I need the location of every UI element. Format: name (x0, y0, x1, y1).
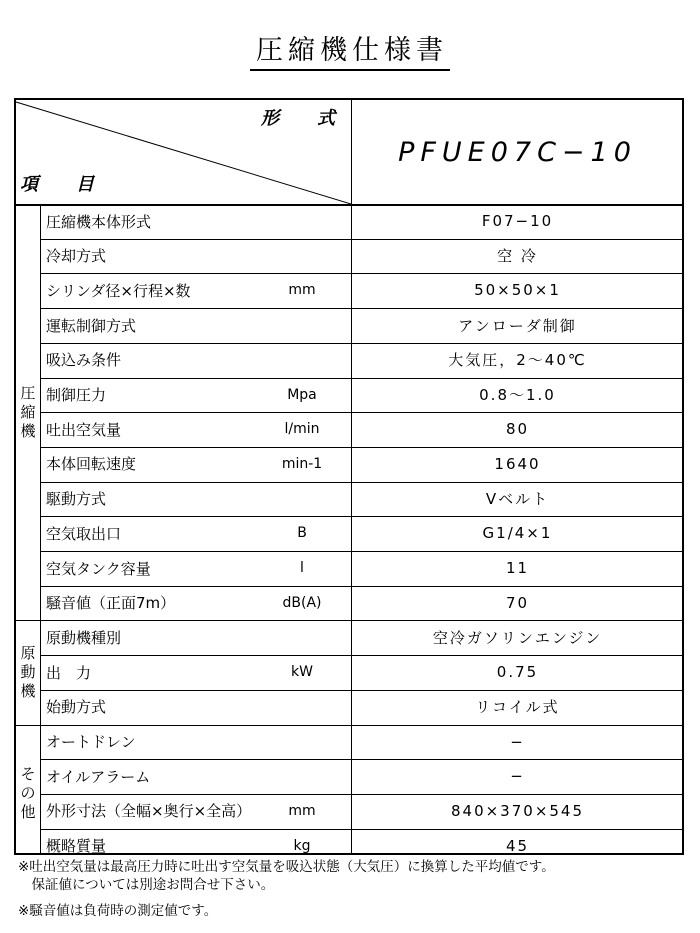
spec-unit (250, 343, 354, 377)
spec-value: 0.75 (496, 663, 539, 682)
footnote: ※騒音値は負荷時の測定値です。 (18, 903, 218, 919)
spec-value: F07−10 (481, 212, 554, 230)
spec-name: 外形寸法（全幅×奥行×全高） (46, 802, 252, 821)
section-label: 圧 縮 機 (20, 383, 36, 440)
spec-unit (250, 759, 354, 793)
form-label: 形 式 (261, 108, 345, 129)
spec-unit (250, 690, 354, 724)
spec-name: 空気取出口 (46, 524, 122, 543)
spec-name: 概略質量 (46, 837, 107, 856)
spec-value: 0.8～1.0 (479, 386, 556, 404)
spec-unit: l (300, 560, 304, 576)
model-number: PFUE07C−10 (398, 136, 637, 168)
header-corner-cell (14, 100, 351, 204)
spec-name: 圧縮機本体形式 (46, 212, 152, 231)
footnote: 保証値については別途お問合せ下さい。 (18, 877, 275, 893)
spec-unit: min-1 (281, 455, 323, 472)
spec-value: 11 (505, 559, 530, 577)
spec-unit: l/min (284, 421, 320, 438)
spec-unit: kg (293, 837, 311, 854)
spec-name: 空気タンク容量 (46, 559, 151, 578)
spec-value: 空 冷 (497, 247, 538, 266)
spec-name: 騒音値（正面7m） (46, 594, 176, 613)
spec-unit (250, 239, 354, 273)
section-label: 原 動 機 (20, 643, 36, 700)
column-rule (40, 204, 41, 855)
spec-name: 始動方式 (46, 698, 107, 717)
spec-value: 70 (505, 593, 530, 612)
spec-name: 吸込み条件 (46, 351, 122, 370)
spec-name: 運転制御方式 (46, 316, 137, 335)
spec-name: シリンダ径×行程×数 (46, 281, 191, 300)
spec-value: 840×370×545 (450, 801, 585, 820)
spec-unit: dB(A) (282, 594, 322, 611)
spec-unit: mm (288, 282, 316, 299)
spec-name: 出 力 (46, 663, 92, 682)
spec-unit: kW (291, 664, 313, 681)
spec-value: 45 (505, 836, 530, 855)
spec-name: 原動機種別 (46, 628, 122, 647)
spec-value: 80 (505, 420, 530, 439)
spec-unit: B (297, 525, 307, 542)
spec-name: 吐出空気量 (46, 420, 122, 439)
spec-value: 1640 (494, 454, 541, 473)
spec-name: 本体回転速度 (46, 455, 137, 474)
spec-value: 空冷ガソリンエンジン (432, 628, 603, 647)
spec-unit (250, 725, 354, 759)
spec-unit: Mpa (287, 386, 317, 403)
spec-unit (250, 482, 354, 516)
spec-unit (250, 308, 354, 342)
section-label: そ の 他 (20, 765, 36, 822)
spec-value: − (510, 732, 525, 751)
spec-value: Vベルト (485, 490, 550, 509)
spec-value: G1/4×1 (482, 524, 553, 543)
spec-name: 制御圧力 (46, 386, 107, 404)
spec-value: − (510, 767, 525, 786)
spec-unit (250, 620, 354, 654)
spec-name: 駆動方式 (46, 490, 107, 509)
spec-unit: mm (288, 802, 316, 819)
spec-name: オイルアラーム (46, 767, 151, 786)
footnote: ※吐出空気量は最高圧力時に吐出す空気量を吸込状態（大気圧）に換算した平均値です。 (18, 859, 555, 875)
document-title: 圧縮機仕様書 (0, 28, 700, 67)
footnotes (18, 858, 555, 920)
spec-value: 大気圧，2～40℃ (448, 351, 587, 370)
spec-value: リコイル式 (475, 698, 560, 717)
spec-value: アンローダ制御 (458, 316, 577, 335)
item-label: 項 目 (20, 174, 104, 195)
spec-unit (250, 204, 354, 238)
spec-value: 50×50×1 (474, 281, 561, 300)
spec-name: 冷却方式 (46, 247, 107, 266)
spec-name: オートドレン (46, 733, 136, 751)
